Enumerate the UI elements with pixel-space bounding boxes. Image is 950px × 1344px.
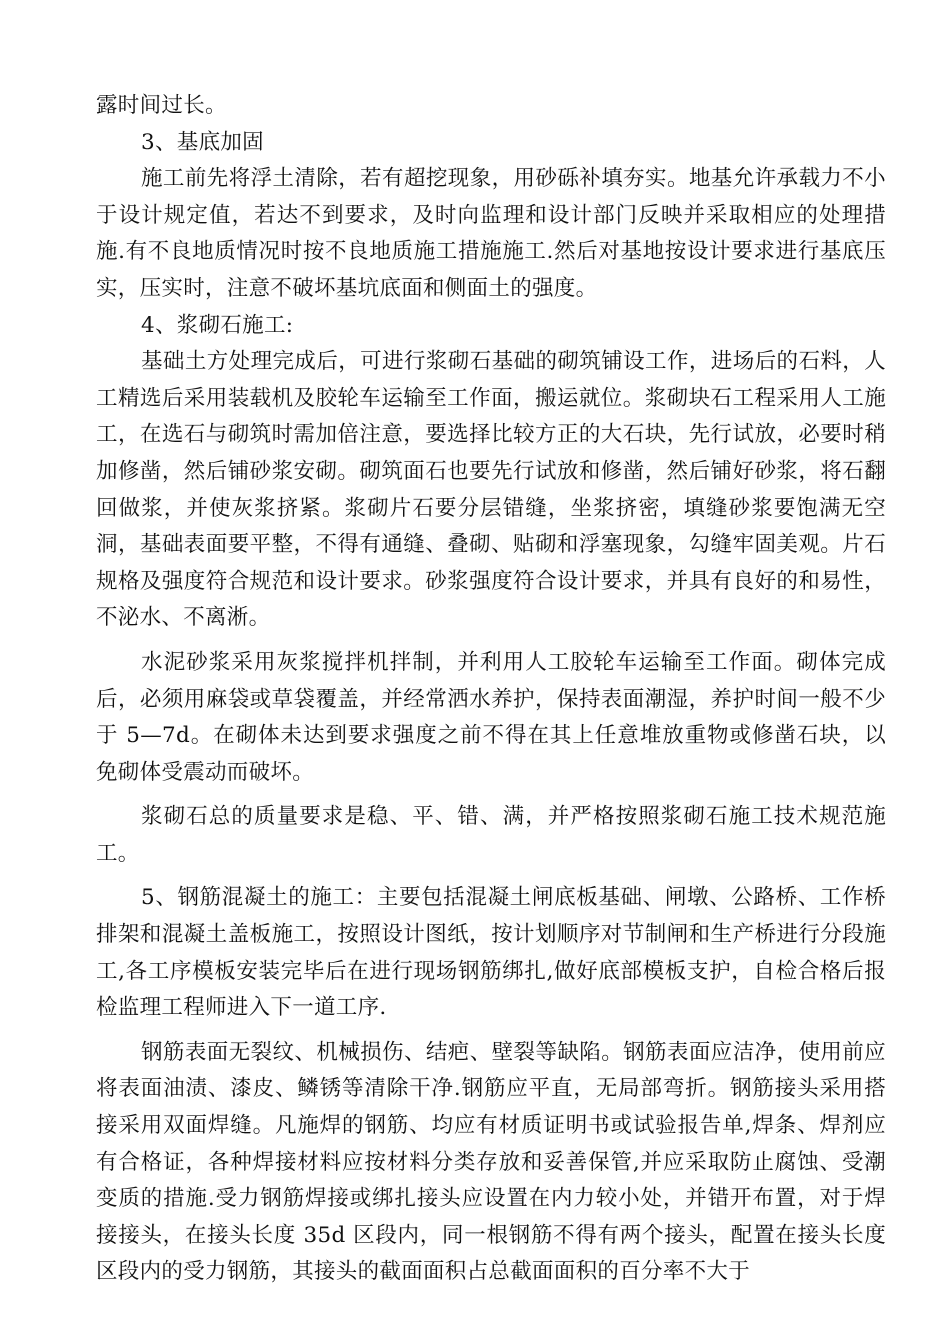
paragraph-continuation: 露时间过长。 bbox=[96, 93, 227, 118]
paragraph-masonry-quality: 浆砌石总的质量要求是稳、平、错、满，并严格按照浆砌石施工技术规范施工。 bbox=[96, 804, 886, 866]
heading-masonry-construction: 4、浆砌石施工: bbox=[141, 312, 294, 338]
paragraph-reinforced-concrete: 5、钢筋混凝土的施工：主要包括混凝土闸底板基础、闸墩、公路桥、工作桥排架和混凝土盖板施工，按照设计图纸，按计划顺序对节制闸和生产桥进行分段施工,各工序模板安装完毕后在进行现场钢筋绑扎,做好底部模板支护，自检合格后报检监理工程师进入下一道工序. bbox=[96, 885, 886, 1021]
paragraph-cement-mortar: 水泥砂浆采用灰浆搅拌机拌制，并利用人工胶轮车运输至工作面。砌体完成后，必须用麻袋或草袋覆盖，并经常洒水养护，保持表面潮湿，养护时间一般不少于 5—7d。在砌体未达到要求强度之前不得在其上任意堆放重物或修凿石块，以免砌体受震动而破坏。 bbox=[96, 649, 886, 785]
heading-foundation-reinforcement: 3、基底加固 bbox=[141, 129, 264, 155]
paragraph-foundation-reinforcement: 施工前先将浮土清除，若有超挖现象，用砂砾补填夯实。地基允许承载力不小于设计规定值，若达不到要求，及时向监理和设计部门反映并采取相应的处理措施.有不良地质情况时按不良地质施工措施施工.然后对基地按设计要求进行基底压实，压实时，注意不破坏基坑底面和侧面土的强度。 bbox=[96, 166, 886, 301]
paragraph-masonry-construction: 基础土方处理完成后，可进行浆砌石基础的砌筑铺设工作，进场后的石料，人工精选后采用装载机及胶轮车运输至工作面，搬运就位。浆砌块石工程采用人工施工，在选石与砌筑时需加倍注意，要选择比较方正的大石块，先行试放，必要时稍加修凿，然后铺砂浆安砌。砌筑面石也要先行试放和修凿，然后铺好砂浆，将石翻回做浆，并使灰浆挤紧。浆砌片石要分层错缝，坐浆挤密，填缝砂浆要饱满无空洞，基础表面要平整，不得有通缝、叠砌、贴砌和浮塞现象，勾缝牢固美观。片石规格及强度符合规范和设计要求。砂浆强度符合设计要求，并具有良好的和易性，不泌水、不离淅。 bbox=[96, 349, 886, 631]
paragraph-rebar-requirements: 钢筋表面无裂纹、机械损伤、结疤、壁裂等缺陷。钢筋表面应洁净，使用前应将表面油渍、漆皮、鳞锈等清除干净.钢筋应平直，无局部弯折。钢筋接头采用搭接采用双面焊缝。凡施焊的钢筋、均应有材质证明书或试验报告单,焊条、焊剂应有合格证，各种焊接材料应按材料分类存放和妥善保管,并应采取防止腐蚀、受潮变质的措施.受力钢筋焊接或绑扎接头应设置在内力较小处，并错开布置，对于焊接接头，在接头长度 35d 区段内，同一根钢筋不得有两个接头，配置在接头长度区段内的受力钢筋，其接头的截面面积占总截面面积的百分率不大于 bbox=[96, 1039, 886, 1285]
document-body bbox=[96, 88, 886, 1291]
